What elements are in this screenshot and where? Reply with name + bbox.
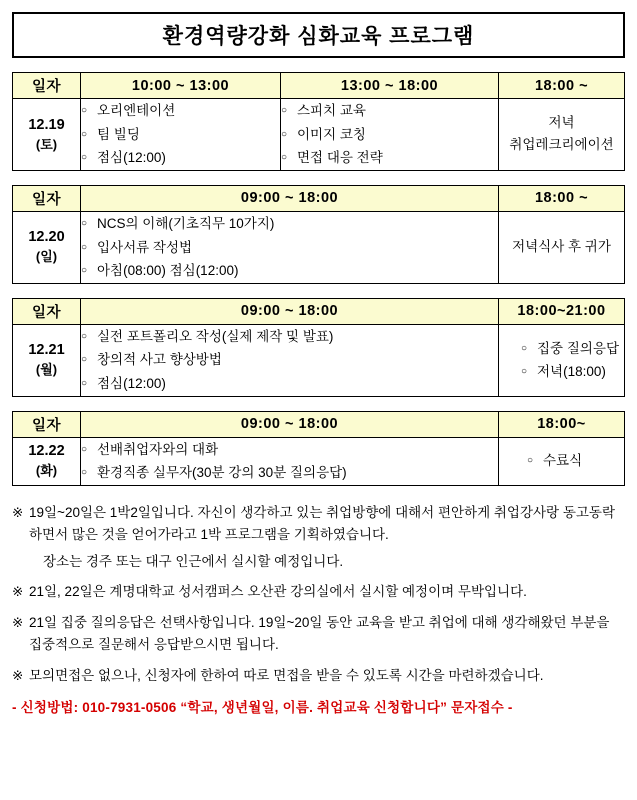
date-value: 12.21 [28,342,65,359]
list-item: ○ 이미지 코칭 [281,123,498,147]
list-item: ○ 아침(08:00) 점심(12:00) [81,259,498,283]
session-list-evening [499,437,625,485]
schedule-table-1222 [12,411,625,486]
note-item [12,502,625,573]
schedule-table-1221 [12,298,625,397]
list-item: ○ 집중 질의응답 [521,337,624,361]
table-row [13,437,625,485]
session-list-afternoon [281,99,499,171]
note-item [12,581,625,603]
date-value: 12.22 [28,443,65,460]
list-item: ○ 창의적 사고 향상방법 [81,348,498,372]
session-list-morning [81,99,281,171]
list-item: ○ 실전 포트폴리오 작성(실제 제작 및 발표) [81,325,498,349]
header-date: 일자 [13,298,81,324]
date-value: 12.19 [28,116,65,133]
table-row [13,211,625,283]
list-item: ○ 점심(12:00) [81,146,280,170]
header-slot-1: 09:00 ~ 18:00 [81,298,499,324]
day-of-week: (일) [35,249,58,265]
table-header-row [13,411,625,437]
evening-line-1: 저녁식사 후 귀가 [512,238,611,254]
table-header-row [13,73,625,99]
header-date: 일자 [13,411,81,437]
note-text: 21일 집중 질의응답은 선택사항입니다. 19일~20일 동안 교육을 받고 취업에 대해 생각해왔던 부분을 집중적으로 질문해서 응답받으시면 됩니다. [29,615,610,653]
table-header-row [13,298,625,324]
note-marker: ※ [12,584,24,600]
list-item: ○ 입사서류 작성법 [81,236,498,260]
header-slot-2: 18:00~21:00 [499,298,625,324]
date-value: 12.20 [28,229,65,246]
header-slot-1: 10:00 ~ 13:00 [81,73,281,99]
day-of-week: (화) [35,463,58,479]
session-list-evening [499,99,625,171]
note-subtext: 장소는 경주 또는 대구 인근에서 실시할 예정입니다. [43,553,344,569]
page-title: 환경역량강화 심화교육 프로그램 [162,25,475,48]
header-date: 일자 [13,185,81,211]
note-item [12,665,625,687]
day-of-week: (토) [35,136,58,152]
list-item: ○ 수료식 [527,449,624,473]
note-marker: ※ [12,668,24,684]
session-list-day [81,211,499,283]
header-slot-2: 13:00 ~ 18:00 [281,73,499,99]
table-header-row [13,185,625,211]
list-item: ○ 오리엔테이션 [81,99,280,123]
date-cell [13,324,81,396]
evening-line-2: 취업레크리에이션 [509,137,614,153]
application-method-footer: - 신청방법: 010-7931-0506 “학교, 생년월일, 이름. 취업교육 신청합니다” 문자접수 - [12,699,513,715]
table-row [13,324,625,396]
list-item: ○ 환경직종 실무자(30분 강의 30분 질의응답) [81,461,498,485]
schedule-table-1219 [12,72,625,171]
header-slot-2: 18:00~ [499,411,625,437]
note-marker: ※ [12,615,24,631]
notes-section [12,502,625,719]
list-item: ○ 선배취업자와의 대화 [81,438,498,462]
list-item: ○ NCS의 이해(기초직무 10가지) [81,212,498,236]
day-of-week: (월) [35,362,58,378]
note-text-wrap [29,502,625,573]
program-title-box [12,12,625,58]
note-text: 21일, 22일은 계명대학교 성서캠퍼스 오산관 강의실에서 실시할 예정이며 무박입니다. [29,584,527,600]
list-item: ○ 팀 빌딩 [81,123,280,147]
schedule-table-1220 [12,185,625,284]
session-list-evening [499,324,625,396]
note-item [12,612,625,656]
session-list-day [81,324,499,396]
list-item: ○ 저녁(18:00) [521,360,624,384]
date-cell [13,99,81,171]
table-row [13,99,625,171]
evening-line-1: 저녁 [548,114,575,130]
header-slot-1: 09:00 ~ 18:00 [81,185,499,211]
session-list-day [81,437,499,485]
date-cell [13,211,81,283]
note-text: 19일~20일은 1박2일입니다. 자신이 생각하고 있는 취업방향에 대해서 편안하게 취업강사랑 동고동락하면서 많은 것을 얻어가라고 1박 프로그램을 기획하였습니다. [29,504,615,542]
list-item: ○ 스피치 교육 [281,99,498,123]
date-cell [13,437,81,485]
note-marker: ※ [12,504,24,520]
header-slot-2: 18:00 ~ [499,185,625,211]
session-list-evening [499,211,625,283]
header-slot-1: 09:00 ~ 18:00 [81,411,499,437]
list-item: ○ 점심(12:00) [81,372,498,396]
header-slot-3: 18:00 ~ [499,73,625,99]
header-date: 일자 [13,73,81,99]
note-text: 모의면접은 없으나, 신청자에 한하여 따로 면접을 받을 수 있도록 시간을 마련하겠습니다. [29,668,544,684]
list-item: ○ 면접 대응 전략 [281,146,498,170]
